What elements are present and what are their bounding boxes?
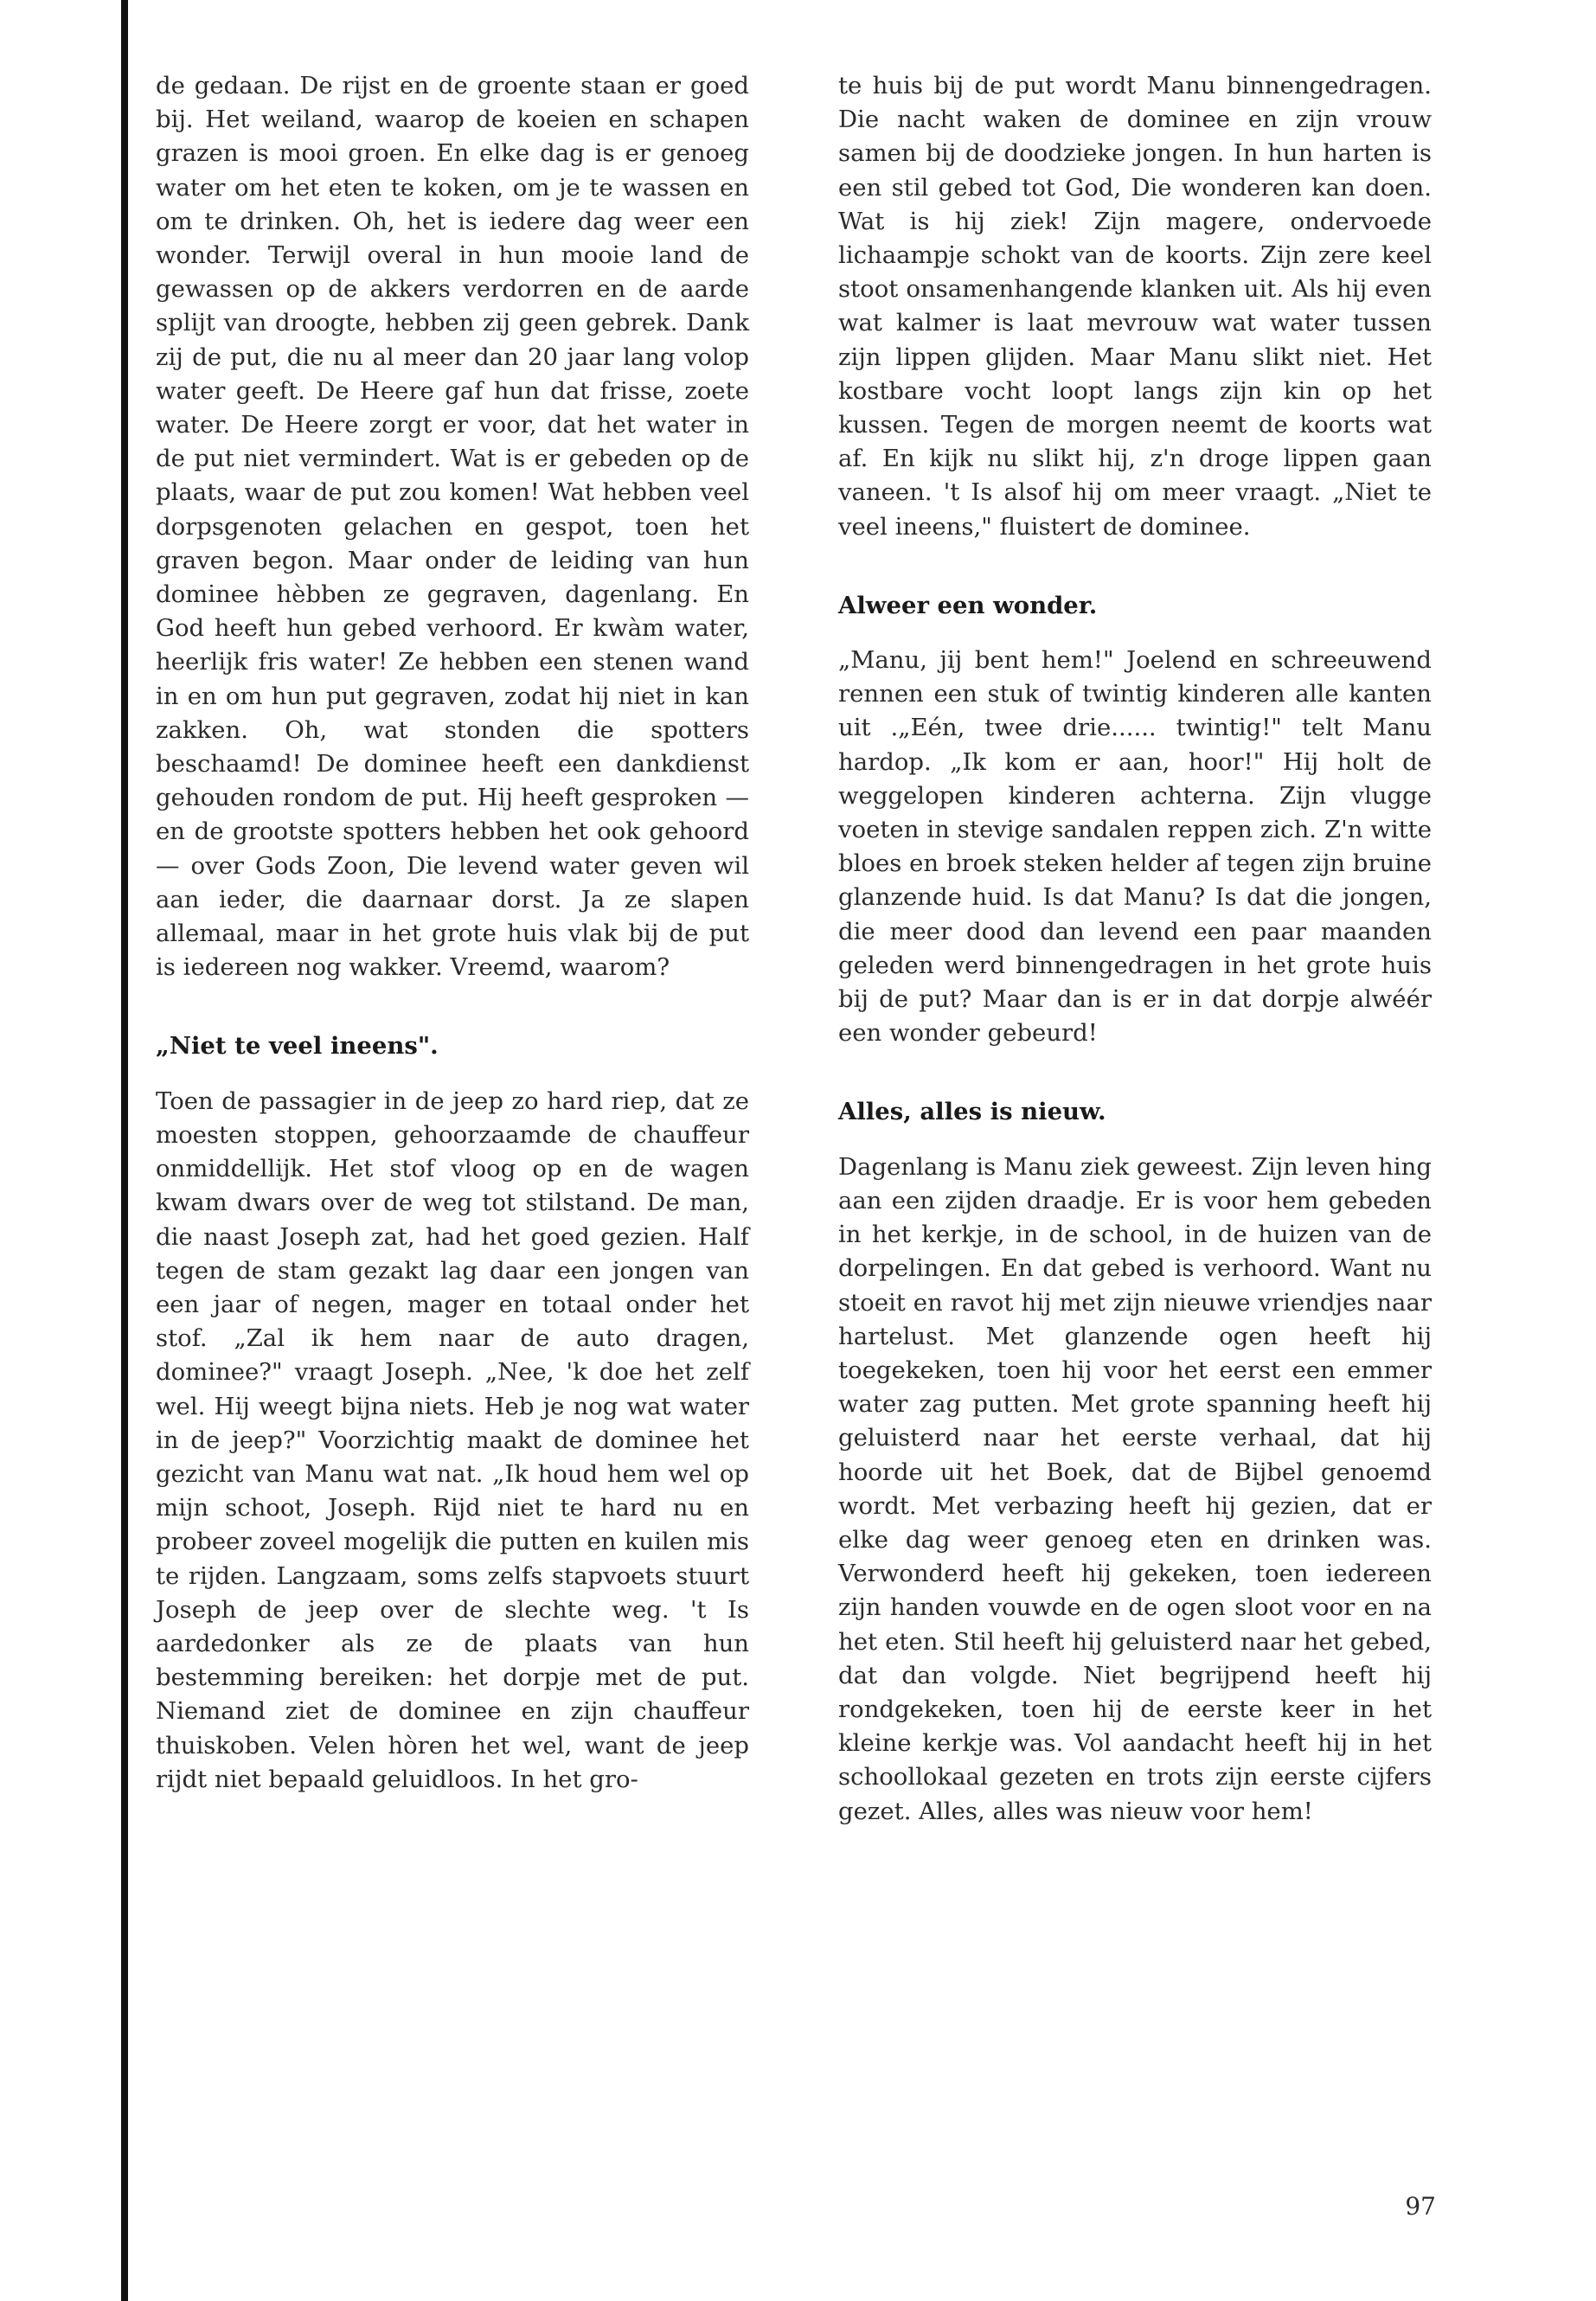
page-number: 97 — [1405, 2192, 1436, 2221]
section-heading-alles-is-nieuw: Alles, alles is nieuw. — [838, 1098, 1106, 1126]
book-page — [156, 69, 1436, 2232]
right-paragraph-3: Dagenlang is Manu ziek geweest. Zijn leven hing aan een zijden draadje. Er is voor hem gebeden in het kerkje, in de school, in de huizen van de dorpelingen. En dat gebed is verhoord. Want nu stoeit en ravot hij met zijn nieuwe vriendjes naar hartelust. Met glanzende ogen heeft hij toegekeken, toen hij voor het eerst een emmer water zag putten. Met grote spanning heeft hij geluisterd naar het eerste verhaal, dat hij hoorde uit het Boek, dat de Bijbel genoemd wordt. Met verbazing heeft hij gezien, dat er elke dag weer genoeg eten en drinken was. Verwonderd heeft hij gekeken, toen iedereen zijn handen vouwde en de ogen sloot voor en na het eten. Stil heeft hij geluisterd naar het gebed, dat dan volgde. Niet begrijpend heeft hij rondgekeken, toen hij de eerste keer in het kleine kerkje was. Vol aandacht heeft hij in het schoollokaal gezeten en trots zijn eerste cijfers gezet. Alles, alles was nieuw voor hem! — [838, 1152, 1432, 1825]
section-heading-alweer-een-wonder: Alweer een wonder. — [838, 591, 1098, 619]
right-paragraph-1: te huis bij de put wordt Manu binnengedragen. Die nacht waken de dominee en zijn vrouw samen bij de doodzieke jongen. In hun harten is een stil gebed tot God, Die wonderen kan doen. Wat is hij ziek! Zijn magere, ondervoede lichaampje schokt van de koorts. Zijn zere keel stoot onsamenhangende klanken uit. Als hij even wat kalmer is laat mevrouw wat water tussen zijn lippen glijden. Maar Manu slikt niet. Het kostbare vocht loopt langs zijn kin op het kussen. Tegen de morgen neemt de koorts wat af. En kijk nu slikt hij, z'n droge lippen gaan vaneen. 't Is alsof hij om meer vraagt. „Niet te veel ineens," fluistert de dominee. — [838, 72, 1432, 541]
page-binding-edge — [121, 0, 128, 2301]
left-paragraph-1: de gedaan. De rijst en de groente staan er goed bij. Het weiland, waarop de koeien en schapen grazen is mooi groen. En elke dag is er genoeg water om het eten te koken, om je te wassen en om te drinken. Oh, het is iedere dag weer een wonder. Terwijl overal in hun mooie land de gewassen op de akkers verdorren en de aarde splijt van droogte, hebben zij geen gebrek. Dank zij de put, die nu al meer dan 20 jaar lang volop water geeft. De Heere gaf hun dat frisse, zoete water. De Heere zorgt er voor, dat het water in de put niet vermindert. Wat is er gebeden op de plaats, waar de put zou komen! Wat hebben veel dorpsgenoten gelachen en gespot, toen het graven begon. Maar onder de leiding van hun dominee hèbben ze gegraven, dagenlang. En God heeft hun gebed verhoord. Er kwàm water, heerlijk fris water! Ze hebben een stenen wand in en om hun put gegraven, zodat hij niet in kan zakken. Oh, wat stonden die spotters beschaamd! De dominee heeft een dankdienst gehouden rondom de put. Hij heeft gesproken — en de grootste spotters hebben het ook gehoord — over Gods Zoon, Die levend water geven wil aan ieder, die daarnaar dorst. Ja ze slapen allemaal, maar in het grote huis vlak bij de put is iedereen nog wakker. Vreemd, waarom? — [156, 72, 749, 982]
left-paragraph-2: Toen de passagier in de jeep zo hard riep, dat ze moesten stoppen, gehoorzaamde de chauffeur onmiddellijk. Het stof vloog op en de wagen kwam dwars over de weg tot stilstand. De man, die naast Joseph zat, had het goed gezien. Half tegen de stam gezakt lag daar een jongen van een jaar of negen, mager en totaal onder het stof. „Zal ik hem naar de auto dragen, dominee?" vraagt Joseph. „Nee, 'k doe het zelf wel. Hij weegt bijna niets. Heb je nog wat water in de jeep?" Voorzichtig maakt de dominee het gezicht van Manu wat nat. „Ik houd hem wel op mijn schoot, Joseph. Rijd niet te hard nu en probeer zoveel mogelijk die putten en kuilen mis te rijden. Langzaam, soms zelfs stapvoets stuurt Joseph de jeep over de slechte weg. 't Is aardedonker als ze de plaats van hun bestemming bereiken: het dorpje met de put. Niemand ziet de dominee en zijn chauffeur thuiskoben. Velen hòren het wel, want de jeep rijdt niet bepaald geluidloos. In het gro- — [156, 1086, 749, 1793]
left-column — [156, 69, 749, 1797]
section-heading-niet-te-veel-ineens: „Niet te veel ineens". — [156, 1032, 439, 1061]
right-paragraph-2: „Manu, jij bent hem!" Joelend en schreeuwend rennen een stuk of twintig kinderen alle kanten uit .„Eén, twee drie...... twintig!" telt Manu hardop. „Ik kom er aan, hoor!" Hij holt de weggelopen kinderen achterna. Zijn vlugge voeten in stevige sandalen reppen zich. Z'n witte bloes en broek steken helder af tegen zijn bruine glanzende huid. Is dat Manu? Is dat die jongen, die meer dood dan levend een paar maanden geleden werd binnengedragen in het grote huis bij de put? Maar dan is er in dat dorpje alwéér een wonder gebeurd! — [838, 646, 1432, 1048]
right-column — [838, 69, 1432, 1829]
